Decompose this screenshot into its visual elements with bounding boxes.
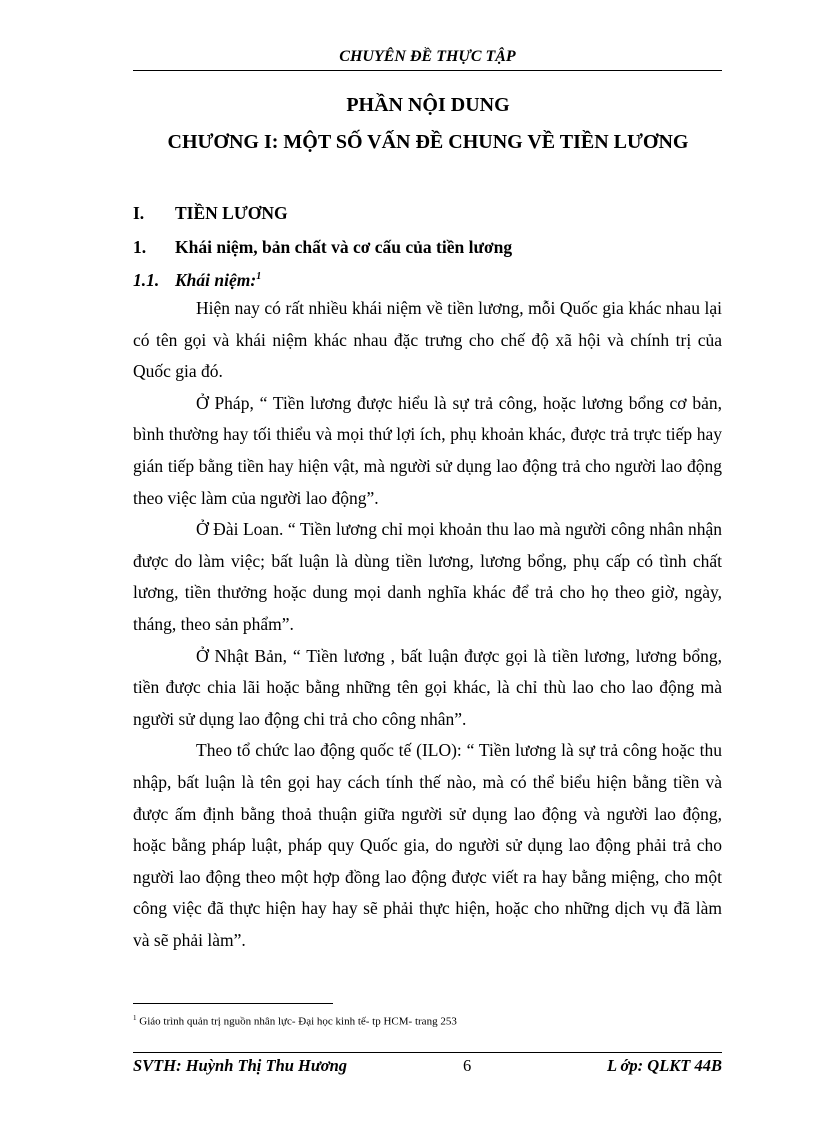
footer-author: SVTH: Huỳnh Thị Thu Hương (133, 1056, 348, 1075)
running-header: CHUYÊN ĐỀ THỰC TẬP (339, 48, 516, 65)
footer-rule (133, 1052, 722, 1053)
subsection-heading (133, 237, 512, 258)
paragraph: Ở Pháp, “ Tiền lương được hiểu là sự trả công, hoặc lương bổng cơ bản, bình thường hay tối thiểu và mọi thứ lợi ích, phụ khoản khác, được trả trực tiếp hay gián tiếp bằng tiền hay hiện vật, mà người sử dụng lao động trả cho người lao động theo việc làm của người lao động”. (133, 392, 722, 508)
running-footer (133, 1056, 722, 1078)
chapter-title: CHƯƠNG I: MỘT SỐ VẤN ĐỀ CHUNG VỀ TIỀN LƯƠNG (167, 131, 689, 153)
header-rule (133, 70, 722, 71)
footnote-text: Giáo trình quản trị nguồn nhân lực- Đại học kinh tế- tp HCM- trang 253 (139, 1015, 457, 1028)
paragraph: Ở Nhật Bản, “ Tiền lương , bất luận được gọi là tiền lương, lương bổng, tiền được chia lãi hoặc bằng những tên gọi khác, là chỉ thù lao cho lao động mà người sử dụng lao động chi trả cho công nhân”. (133, 645, 722, 729)
footnote-rule (133, 1003, 333, 1004)
subsubsection-title: Khái niệm: (175, 270, 257, 290)
body-text (133, 293, 722, 956)
subsubsection-heading (133, 270, 261, 291)
subsubsection-number: 1.1. (133, 270, 160, 290)
footnote (133, 1014, 457, 1028)
footnote-ref[interactable]: 1 (256, 271, 262, 283)
subsection-title: Khái niệm, bản chất và cơ cấu của tiền lương (175, 237, 513, 257)
paragraph: Hiện nay có rất nhiều khái niệm về tiền lương, mỗi Quốc gia khác nhau lại có tên gọi và khái niệm khác nhau đặc trưng cho chế độ xã hội và chính trị của Quốc gia đó. (133, 298, 722, 382)
paragraph: Theo tổ chức lao động quốc tế (ILO): “ Tiền lương là sự trả công hoặc thu nhập, bất luận là tên gọi hay cách tính thế nào, mà có thể biểu hiện bằng tiền và được ấm định bằng thoả thuận giữa người sử dụng lao động và người lao động, hoặc bằng pháp luật, pháp quy Quốc gia, do người sử dụng lao động phải trả cho người lao động theo một hợp đồng lao động được viết ra hay bằng miệng, cho một công việc đã thực hiện hay hay sẽ phải thực hiện, hoặc cho những dịch vụ đã làm và sẽ phải làm”. (133, 740, 722, 950)
paragraph: Ở Đài Loan. “ Tiền lương chỉ mọi khoản thu lao mà người công nhân nhận được do làm việc; bất luận là dùng tiền lương, lương bổng, phụ cấp có tình chất lương, tiền thưởng hoặc dung mọi danh nghĩa khác để trả cho họ theo giờ, ngày, tháng, theo sản phẩm”. (133, 519, 722, 634)
section-number: I. (133, 203, 145, 223)
page-number: 6 (463, 1056, 472, 1075)
part-title: PHẦN NỘI DUNG (346, 94, 510, 116)
section-heading (133, 203, 288, 224)
footnote-marker: 1 (133, 1014, 137, 1022)
footer-class: L ớp: QLKT 44B (606, 1056, 722, 1075)
subsection-number: 1. (133, 237, 147, 257)
section-title: TIỀN LƯƠNG (175, 203, 288, 223)
